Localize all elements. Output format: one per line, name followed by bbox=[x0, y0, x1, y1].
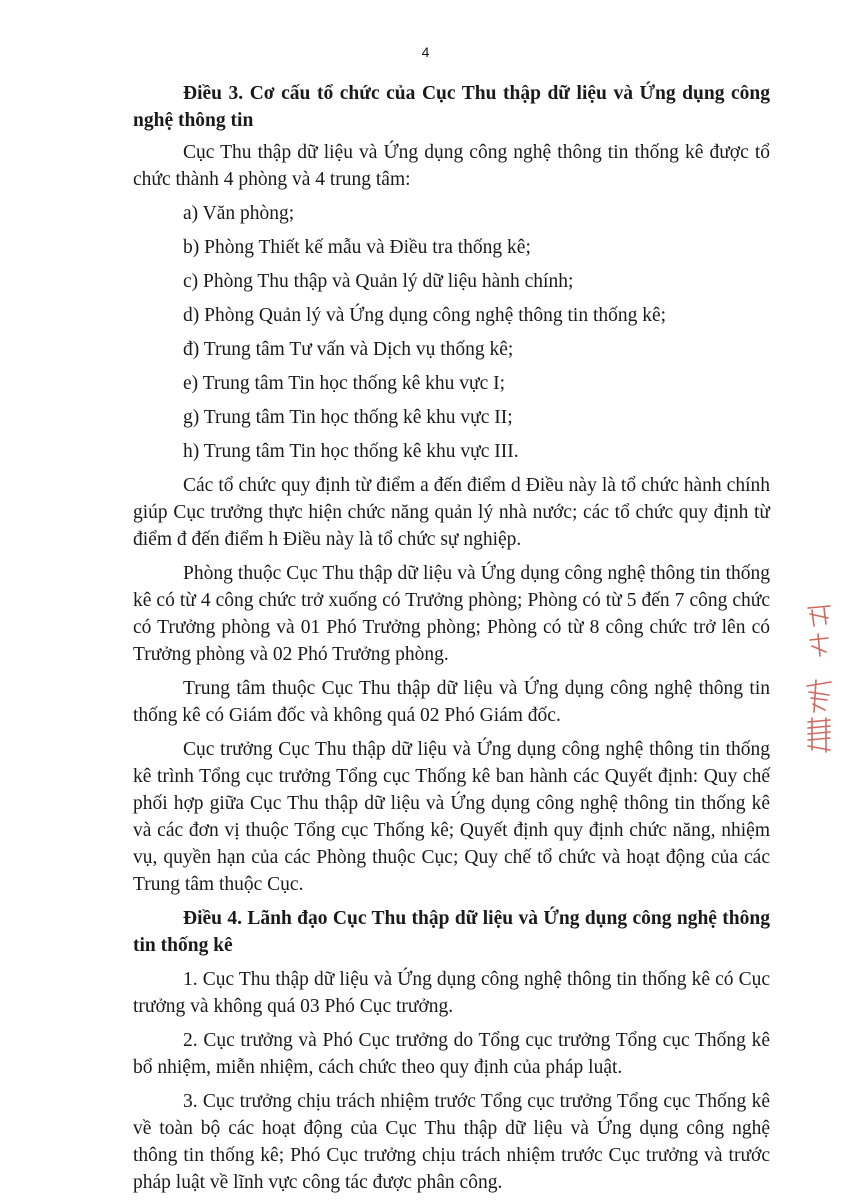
article-3-paragraph: Phòng thuộc Cục Thu thập dữ liệu và Ứng dụng công nghệ thông tin thống kê có từ 4 công chức trở xuống có Trưởng phòng; Phòng có từ 5 đến 7 công chức có Trưởng phòng và 01 Phó Trưởng phòng; Phòng có từ 8 công chức trở lên có Trưởng phòng và 02 Phó Trưởng phòng. bbox=[133, 563, 770, 665]
list-item: g) Trung tâm Tin học thống kê khu vực II; bbox=[183, 407, 513, 428]
article-4-clause: 3. Cục trưởng chịu trách nhiệm trước Tổng cục trưởng Tổng cục Thống kê về toàn bộ các hoạt động của Cục Thu thập dữ liệu và Ứng dụng công nghệ thông tin thống kê; Phó Cục trưởng chịu trách nhiệm trước Cục trưởng và trước pháp luật về lĩnh vực công tác được phân công. bbox=[133, 1091, 770, 1193]
article-3-paragraph: Các tổ chức quy định từ điểm a đến điểm d Điều này là tổ chức hành chính giúp Cục trưởng thực hiện chức năng quản lý nhà nước; các tổ chức quy định từ điểm đ đến điểm h Điều này là tổ chức sự nghiệp. bbox=[133, 475, 770, 550]
article-3-title: Điều 3. Cơ cấu tổ chức của Cục Thu thập dữ liệu và Ứng dụng công nghệ thông tin bbox=[133, 83, 770, 131]
list-item: b) Phòng Thiết kế mẫu và Điều tra thống kê; bbox=[183, 237, 531, 258]
list-item: a) Văn phòng; bbox=[183, 203, 295, 224]
article-3-paragraph: Cục trưởng Cục Thu thập dữ liệu và Ứng dụng công nghệ thông tin thống kê trình Tổng cục trưởng Tổng cục Thống kê ban hành các Quyết định: Quy chế phối hợp giữa Cục Thu thập dữ liệu và Ứng dụng công nghệ thông tin thống kê và các đơn vị thuộc Tổng cục Thống kê; Quyết định quy định chức năng, nhiệm vụ, quyền hạn của các Phòng thuộc Cục; Quy chế tổ chức và hoạt động của các Trung tâm thuộc Cục. bbox=[133, 739, 770, 895]
article-4-title: Điều 4. Lãnh đạo Cục Thu thập dữ liệu và Ứng dụng công nghệ thông tin thống kê bbox=[133, 908, 770, 956]
document-body bbox=[133, 80, 770, 1196]
article-4-clause: 2. Cục trưởng và Phó Cục trưởng do Tổng cục trưởng Tổng cục Thống kê bổ nhiệm, miễn nhiệm, cách chức theo quy định của pháp luật. bbox=[133, 1030, 770, 1078]
list-item: h) Trung tâm Tin học thống kê khu vực III. bbox=[183, 441, 519, 462]
article-4-clause: 1. Cục Thu thập dữ liệu và Ứng dụng công nghệ thông tin thống kê có Cục trưởng và không quá 03 Phó Cục trưởng. bbox=[133, 969, 770, 1017]
article-3-intro: Cục Thu thập dữ liệu và Ứng dụng công nghệ thông tin thống kê được tổ chức thành 4 phòng và 4 trung tâm: bbox=[133, 142, 770, 190]
article-3-paragraph: Trung tâm thuộc Cục Thu thập dữ liệu và Ứng dụng công nghệ thông tin thống kê có Giám đốc và không quá 02 Phó Giám đốc. bbox=[133, 678, 770, 726]
list-item: e) Trung tâm Tin học thống kê khu vực I; bbox=[183, 373, 506, 394]
list-item: d) Phòng Quản lý và Ứng dụng công nghệ thông tin thống kê; bbox=[183, 305, 667, 326]
margin-stamp-icon bbox=[798, 600, 842, 765]
list-item: đ) Trung tâm Tư vấn và Dịch vụ thống kê; bbox=[183, 339, 514, 360]
page-number: 4 bbox=[421, 44, 430, 60]
list-item: c) Phòng Thu thập và Quản lý dữ liệu hành chính; bbox=[183, 271, 574, 292]
